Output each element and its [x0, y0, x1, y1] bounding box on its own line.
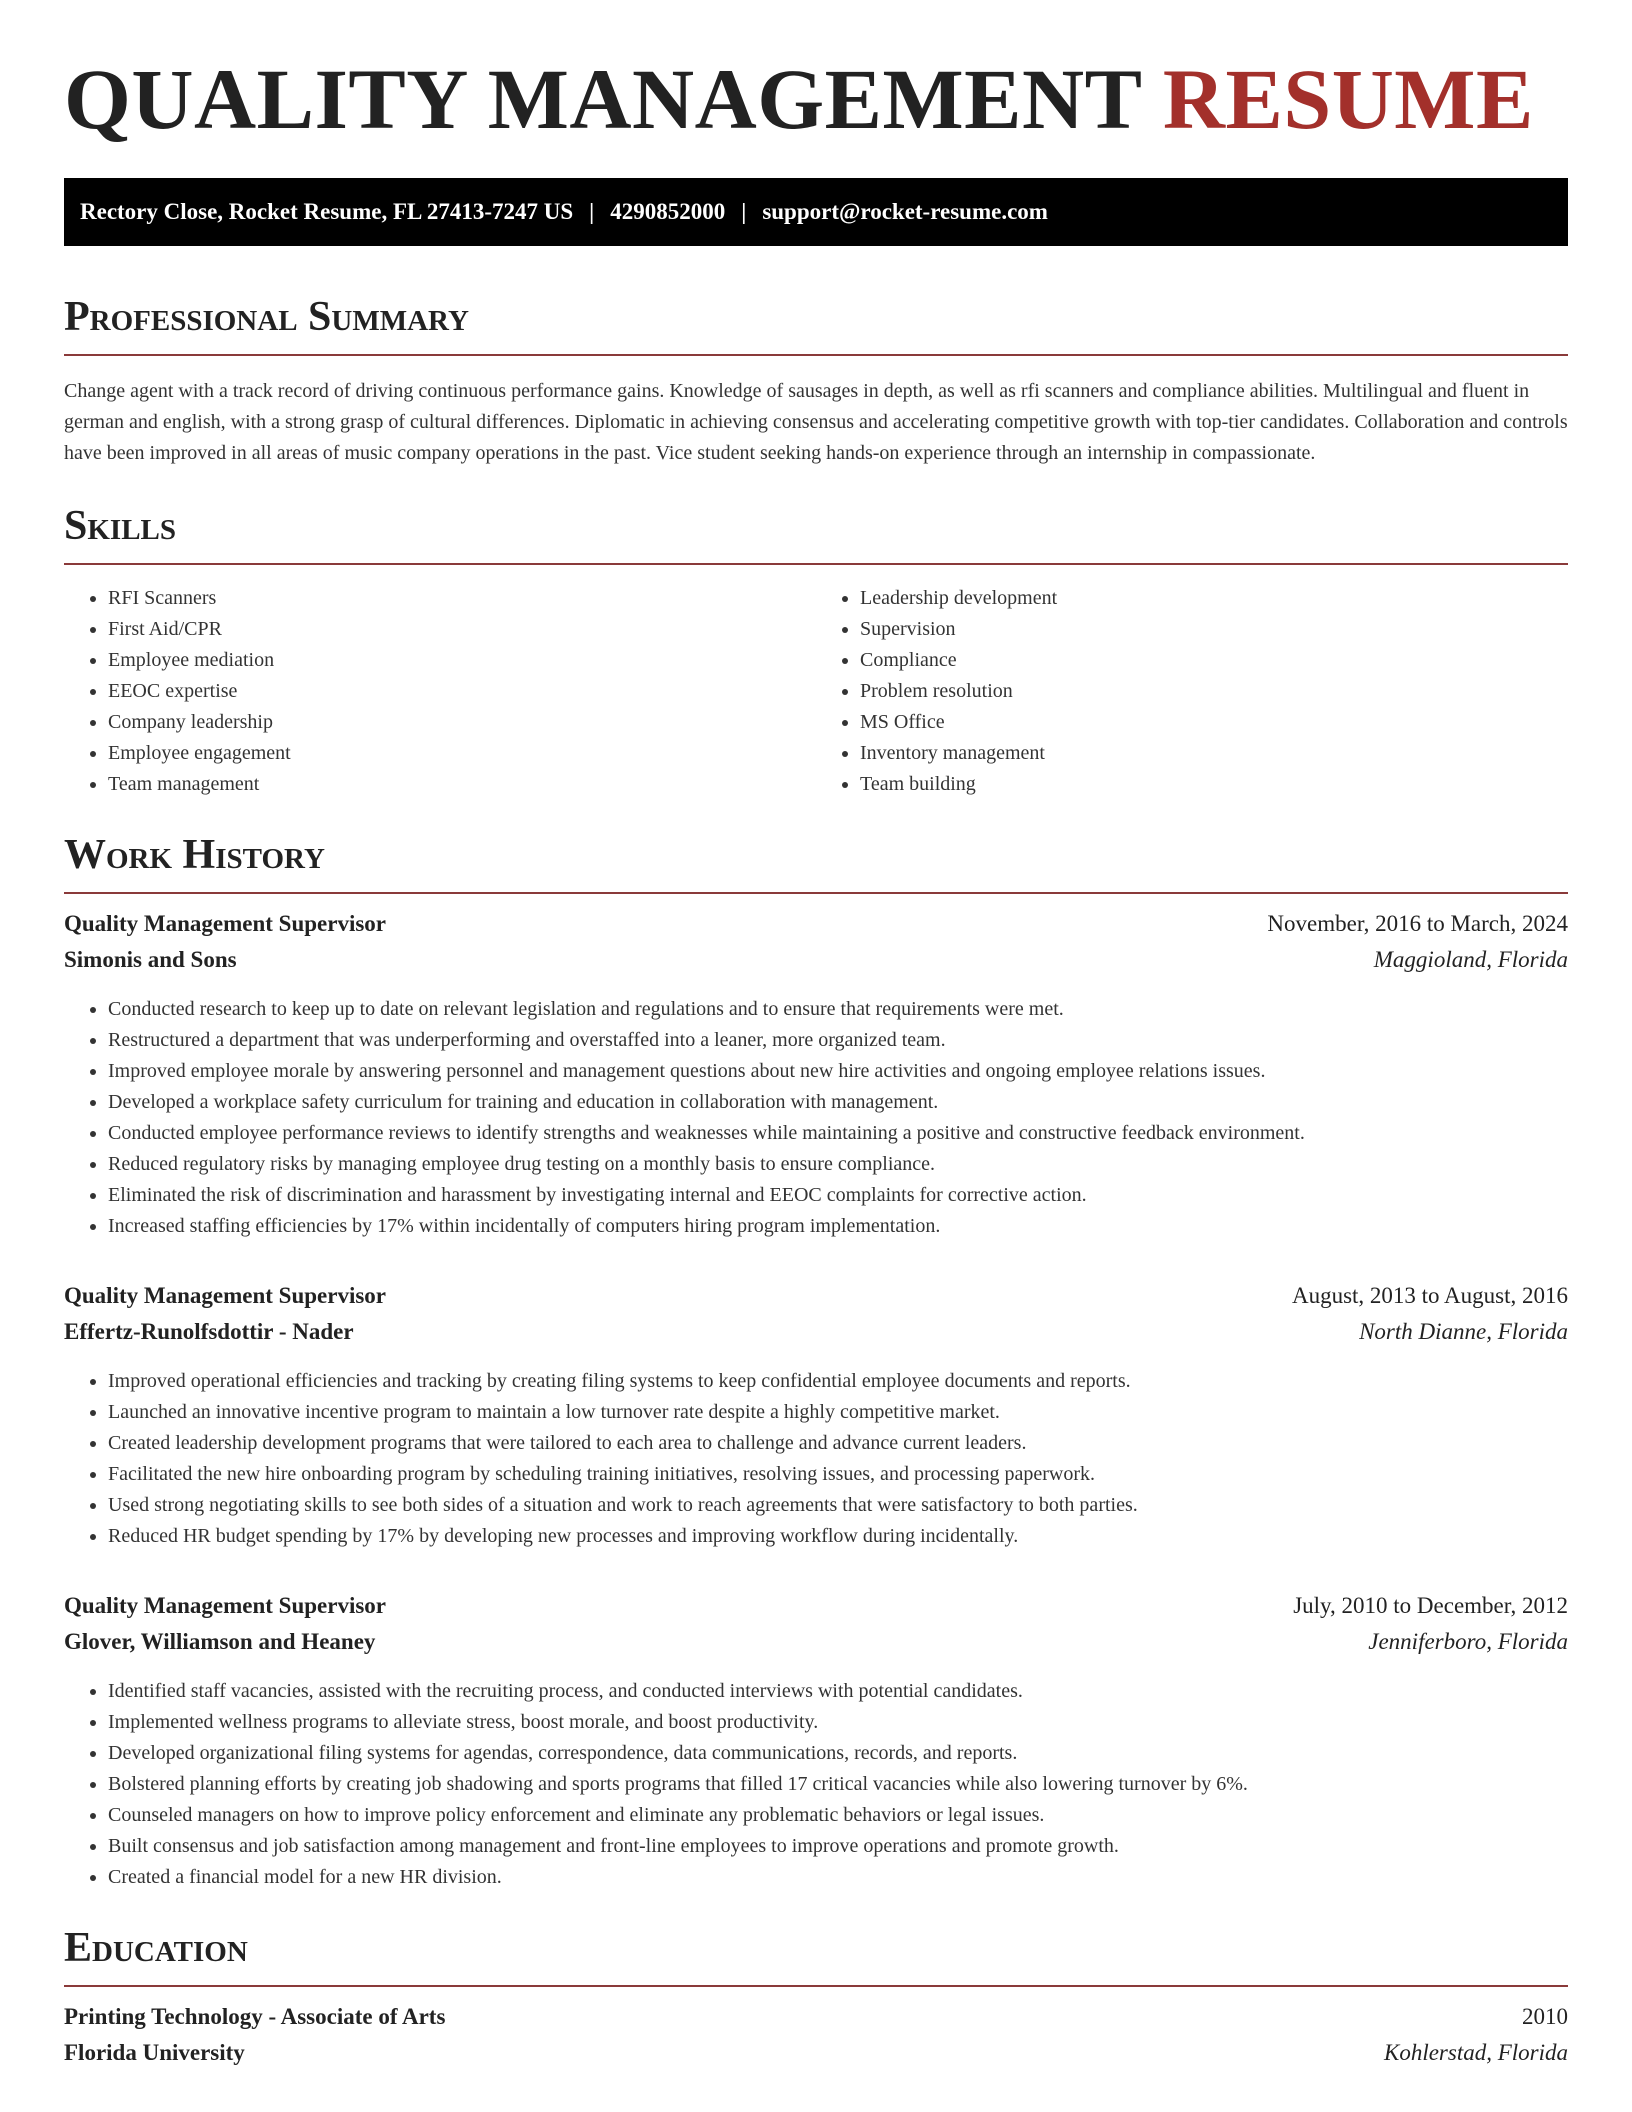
work-history-section [64, 834, 1568, 1893]
job-company-row [64, 1314, 1568, 1350]
contact-phone: 4290852000 [610, 199, 726, 224]
job-bullet: • Restructured a department that was underperforming and overstaffed into a leaner, more organized team. [108, 1025, 1568, 1056]
education-school-row [64, 2035, 1568, 2071]
skill-item: • Problem resolution [860, 676, 1568, 707]
job-bullet: • Used strong negotiating skills to see both sides of a situation and work to reach agreements that were satisfactory to both parties. [108, 1490, 1568, 1521]
section-heading-summary: Professional Summary [64, 296, 1568, 356]
skill-item: • MS Office [860, 707, 1568, 738]
job-company: Simonis and Sons [64, 947, 237, 972]
title-accent: RESUME [1162, 51, 1534, 147]
job-company: Glover, Williamson and Heaney [64, 1629, 376, 1654]
skills-section [64, 505, 1568, 800]
job-title: Quality Management Supervisor [64, 1283, 386, 1308]
job-bullet: • Reduced regulatory risks by managing employee drug testing on a monthly basis to ensure compliance. [108, 1149, 1568, 1180]
skill-item: • Team management [108, 769, 816, 800]
job-entry [64, 906, 1568, 1242]
skill-item: • Team building [860, 769, 1568, 800]
education-degree-row [64, 1999, 1568, 2035]
contact-separator: | [741, 199, 747, 224]
job-header-row [64, 906, 1568, 942]
job-bullet: • Increased staffing efficiencies by 17% within incidentally of computers hiring program implementation. [108, 1211, 1568, 1242]
job-title: Quality Management Supervisor [64, 911, 386, 936]
job-bullet: • Counseled managers on how to improve policy enforcement and eliminate any problematic behaviors or legal issues. [108, 1800, 1568, 1831]
skills-list [64, 583, 1568, 800]
summary-text: Change agent with a track record of driving continuous performance gains. Knowledge of sausages in depth, as well as rfi scanners and compliance abilities. Multilingual and fluent in german and english, with a strong grasp of cultural differences. Diplomatic in achieving consensus and accelerating competitive growth with top-tier candidates. Collaboration and controls have been improved in all areas of music company operations in the past. Vice student seeking hands-on experience through an internship in compassionate. [64, 380, 1568, 464]
section-heading-work-history: Work History [64, 834, 1568, 894]
job-bullet: • Improved employee morale by answering personnel and management questions about new hire activities and ongoing employee relations issues. [108, 1056, 1568, 1087]
job-location: Jenniferboro, Florida [1368, 1629, 1568, 1654]
job-bullet: • Improved operational efficiencies and tracking by creating filing systems to keep confidential employee documents and reports. [108, 1366, 1568, 1397]
skill-item: • Employee engagement [108, 738, 816, 769]
job-bullets [64, 994, 1568, 1242]
job-dates: July, 2010 to December, 2012 [1293, 1593, 1568, 1618]
job-bullet: • Reduced HR budget spending by 17% by developing new processes and improving workflow during incidentally. [108, 1521, 1568, 1552]
education-entry [64, 1999, 1568, 2071]
job-bullet: • Created a financial model for a new HR division. [108, 1862, 1568, 1893]
job-location: Maggioland, Florida [1373, 947, 1568, 972]
contact-bar [64, 178, 1568, 246]
skills-column-right [816, 583, 1568, 800]
job-dates: August, 2013 to August, 2016 [1291, 1283, 1568, 1308]
job-bullets [64, 1366, 1568, 1552]
skill-item: • First Aid/CPR [108, 614, 816, 645]
resume-title [64, 51, 1568, 147]
job-header-row [64, 1278, 1568, 1314]
professional-summary-section [64, 296, 1568, 469]
section-heading-education: Education [64, 1927, 1568, 1987]
skill-item: • Supervision [860, 614, 1568, 645]
job-bullet: • Conducted employee performance reviews to identify strengths and weaknesses while maintaining a positive and constructive feedback environment. [108, 1118, 1568, 1149]
education-section [64, 1927, 1568, 2071]
job-bullet: • Launched an innovative incentive program to maintain a low turnover rate despite a highly competitive market. [108, 1397, 1568, 1428]
skill-item: • EEOC expertise [108, 676, 816, 707]
job-company: Effertz-Runolfsdottir - Nader [64, 1319, 354, 1344]
skill-item: • Compliance [860, 645, 1568, 676]
job-bullet: • Implemented wellness programs to alleviate stress, boost morale, and boost productivity. [108, 1707, 1568, 1738]
education-year: 2010 [1522, 2004, 1568, 2029]
contact-email: support@rocket-resume.com [762, 199, 1048, 224]
title-main: QUALITY MANAGEMENT [64, 51, 1141, 147]
job-company-row [64, 942, 1568, 978]
skill-item: • Employee mediation [108, 645, 816, 676]
job-entry [64, 1278, 1568, 1552]
job-dates: November, 2016 to March, 2024 [1267, 911, 1568, 936]
skill-item: • Inventory management [860, 738, 1568, 769]
job-bullet: • Eliminated the risk of discrimination and harassment by investigating internal and EEOC complaints for corrective action. [108, 1180, 1568, 1211]
job-title: Quality Management Supervisor [64, 1593, 386, 1618]
job-bullet: • Facilitated the new hire onboarding program by scheduling training initiatives, resolving issues, and processing paperwork. [108, 1459, 1568, 1490]
job-bullet: • Developed organizational filing systems for agendas, correspondence, data communications, records, and reports. [108, 1738, 1568, 1769]
job-bullet: • Identified staff vacancies, assisted with the recruiting process, and conducted interviews with potential candidates. [108, 1676, 1568, 1707]
contact-address: Rectory Close, Rocket Resume, FL 27413-7247 US [80, 199, 574, 224]
skill-item: • RFI Scanners [108, 583, 816, 614]
skill-item: • Leadership development [860, 583, 1568, 614]
job-bullets [64, 1676, 1568, 1893]
job-location: North Dianne, Florida [1359, 1319, 1568, 1344]
job-bullet: • Created leadership development programs that were tailored to each area to challenge and advance current leaders. [108, 1428, 1568, 1459]
education-school: Florida University [64, 2040, 245, 2065]
job-bullet: • Conducted research to keep up to date on relevant legislation and regulations and to ensure that requirements were met. [108, 994, 1568, 1025]
skill-item: • Company leadership [108, 707, 816, 738]
education-degree: Printing Technology - Associate of Arts [64, 2004, 446, 2029]
contact-separator: | [589, 199, 595, 224]
job-bullet: • Built consensus and job satisfaction among management and front-line employees to improve operations and promote growth. [108, 1831, 1568, 1862]
skills-column-left [64, 583, 816, 800]
job-bullet: • Bolstered planning efforts by creating job shadowing and sports programs that filled 17 critical vacancies while also lowering turnover by 6%. [108, 1769, 1568, 1800]
job-entry [64, 1588, 1568, 1893]
job-header-row [64, 1588, 1568, 1624]
section-heading-skills: Skills [64, 505, 1568, 565]
job-bullet: • Developed a workplace safety curriculum for training and education in collaboration with management. [108, 1087, 1568, 1118]
job-company-row [64, 1624, 1568, 1660]
education-location: Kohlerstad, Florida [1383, 2040, 1568, 2065]
